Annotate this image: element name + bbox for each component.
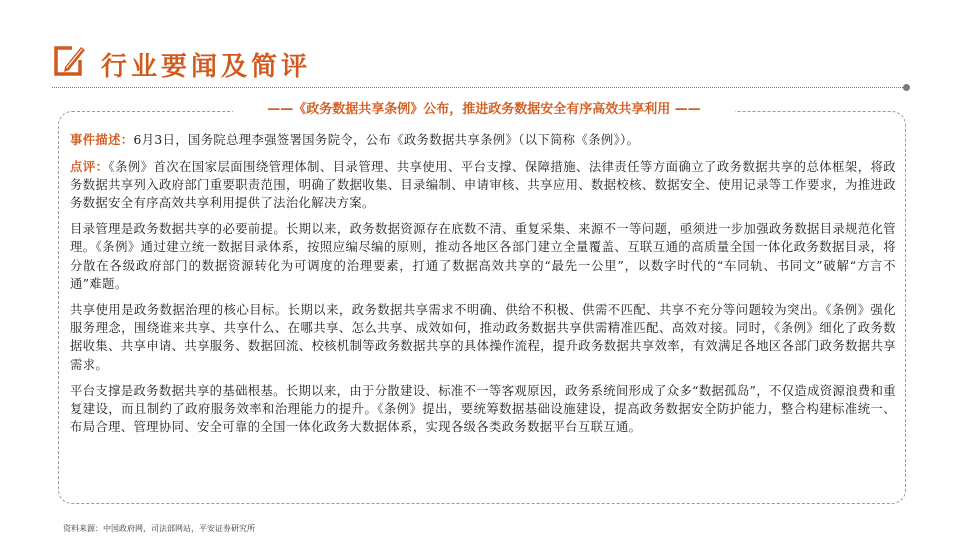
- pencil-square-icon: [52, 44, 86, 78]
- comment-paragraph: [70, 158, 896, 212]
- commentary-body: [70, 131, 896, 445]
- comment-label: 点评：: [70, 158, 109, 174]
- page-title: 行业要闻及简评: [101, 52, 312, 82]
- box-heading: ——《政务数据共享条例》公布，推进政务数据安全有序高效共享利用 ——: [233, 101, 735, 119]
- event-label: 事件描述：: [70, 132, 134, 147]
- event-paragraph: [70, 131, 896, 149]
- title-divider: [52, 87, 907, 88]
- usage-paragraph: 共享使用是政务数据治理的核心目标。长期以来，政务数据共享需求不明确、供给不积极、供需不匹配、共享不充分等问题较为突出。《条例》强化服务理念，围绕谁来共享、共享什么、在哪共享、怎么共享、成效如何，推动政务数据共享供需精准匹配、高效对接。同时，《条例》细化了政务数据收集、共享申请、共享服务、数据回流、校核机制等政务数据共享的具体操作流程，提升政务数据共享效率，有效满足各地区各部门政务数据共享需求。: [70, 303, 896, 372]
- comment-text: 《条例》首次在国家层面围绕管理体制、目录管理、共享使用、平台支撑、保障措施、法律责任等方面确立了政务数据共享的总体框架，将政务数据共享列入政府部门重要职责范围，明确了数据收集、目录编制、申请审核、共享应用、数据校核、数据安全、使用记录等工作要求，为推进政务数据安全有序高效共享利用提供了法治化解决方案。: [70, 159, 897, 210]
- source-note: 资料来源：中国政府网，司法部网站，平安证券研究所: [63, 524, 255, 533]
- catalog-paragraph: 目录管理是政务数据共享的必要前提。长期以来，政务数据资源存在底数不清、重复采集、来源不一等问题，亟须进一步加强政务数据目录规范化管理。《条例》通过建立统一数据目录体系，按照应编尽编的原则，推动各地区各部门建立全量覆盖、互联互通的高质量全国一体化政务数据目录，将分散在各级政府部门的数据资源转化为可调度的治理要素，打通了数据高效共享的“最先一公里”，以数字时代的“车同轨、书同文”破解“方言不通”难题。: [70, 222, 896, 291]
- event-text: 6月3日，国务院总理李强签署国务院令，公布《政务数据共享条例》（以下简称《条例》）。: [133, 133, 640, 147]
- platform-paragraph: 平台支撑是政务数据共享的基础根基。长期以来，由于分散建设、标准不一等客观原因，政务系统间形成了众多“数据孤岛”，不仅造成资源浪费和重复建设，而且制约了政府服务效率和治理能力的提升。《条例》提出，要统筹数据基础设施建设，提高政务数据安全防护能力，整合构建标准统一、布局合理、管理协同、安全可靠的全国一体化政务大数据体系，实现各级各类政务数据平台互联互通。: [70, 384, 896, 435]
- divider-end-dot: [903, 84, 910, 91]
